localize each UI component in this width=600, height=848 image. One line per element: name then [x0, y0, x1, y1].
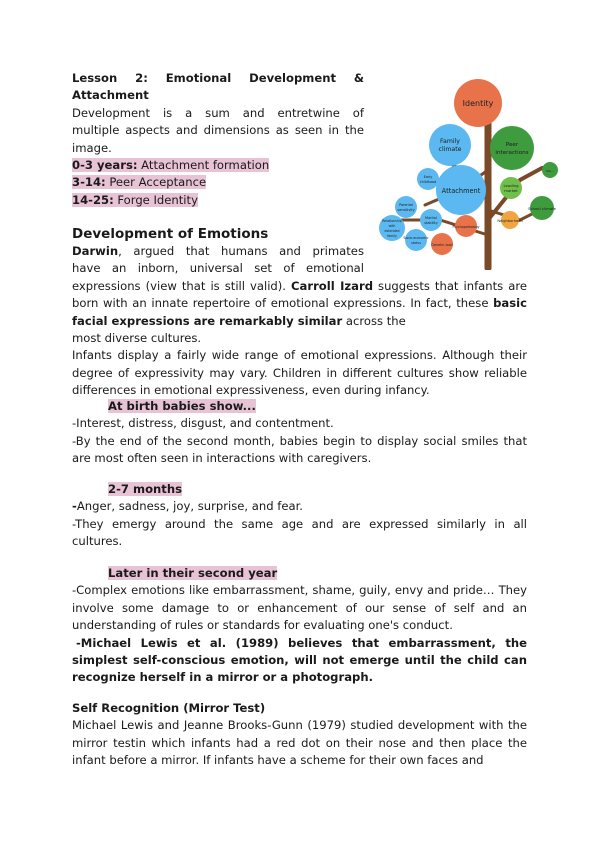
infants-paragraph: Infants display a fairly wide range of emotional expressions. Although their degree of expressivity may vary. Children in different cultures show reliable differences in emotional expressiveness, even during infancy. — [72, 348, 527, 398]
at-birth-item: -Interest, distress, disgust, and contentment. — [72, 416, 334, 431]
izard-paragraph: expressions (view that is still valid). Carroll Izard suggests that infants are born with an innate repertoire of emotional expressions. In fact, these basic facial expressions are remarkably similar across the — [72, 278, 527, 328]
svg-text:Marital: Marital — [425, 216, 437, 220]
svg-text:family: family — [387, 234, 397, 238]
tree-node — [395, 196, 417, 218]
svg-text:Socio-economic: Socio-economic — [403, 236, 429, 240]
at-birth-item: -By the end of the second month, babies begin to display social smiles that are most often seen in interactions with caregivers. — [72, 433, 527, 466]
tree-node — [436, 165, 486, 215]
stage-item: 14-25: Forge Identity — [72, 192, 198, 207]
tree-node — [500, 177, 522, 199]
at-birth-heading: At birth babies show... — [108, 399, 256, 413]
svg-text:Attachment: Attachment — [441, 187, 481, 195]
darwin-line-2: have an inborn, universal set of emotional — [72, 261, 364, 276]
lesson-title-line2: Attachment — [72, 88, 149, 103]
stage-item: 0-3 years: Attachment formation — [72, 158, 270, 173]
tree-node — [429, 124, 471, 166]
intro-line-1: Development is a sum and entretwine of — [72, 105, 364, 120]
svg-text:climate: climate — [438, 146, 462, 153]
svg-text:market: market — [504, 188, 518, 193]
most-cultures-line: most diverse cultures. — [72, 331, 202, 346]
tree-node — [417, 168, 439, 190]
intro-line-2: multiple aspects and dimensions as seen in the — [72, 123, 364, 138]
svg-text:Sib...: Sib... — [546, 169, 554, 173]
development-section — [72, 225, 527, 400]
lesson-header — [72, 70, 364, 209]
two-seven-item: -They emergy around the same age and are expressed similarly in all cultures. — [72, 516, 527, 549]
svg-text:Neighborhood: Neighborhood — [497, 219, 523, 223]
svg-text:sensitivity: sensitivity — [397, 208, 415, 212]
svg-text:Psychopathology: Psychopathology — [452, 225, 480, 229]
second-year-heading: Later in their second year — [108, 566, 278, 580]
intro-last: image. — [72, 140, 112, 155]
svg-text:childhood: childhood — [419, 180, 437, 184]
svg-text:Relationship: Relationship — [382, 219, 402, 223]
lesson-title-line1: Lesson 2: Emotional Development & — [72, 71, 364, 85]
two-seven-heading: 2-7 months — [108, 482, 182, 496]
svg-text:stability: stability — [424, 221, 438, 225]
svg-text:status: status — [411, 241, 421, 245]
svg-text:Identity: Identity — [462, 99, 494, 108]
svg-text:extended: extended — [384, 229, 400, 233]
svg-text:Leading: Leading — [503, 183, 519, 188]
lewis-paragraph: -Michael Lewis et al. (1989) believes that embarrassment, the simplest self-conscious emotion, will not emerge until the child can recognize herself in a mirror or a photograph. — [72, 635, 527, 685]
darwin-line-1: Darwin, argued that humans and primates — [72, 244, 364, 258]
svg-text:Genetic load: Genetic load — [431, 243, 453, 247]
complex-emotions-paragraph: -Complex emotions like embarrassment, shame, guily, envy and pride… They involve some damage to or enhancement of our sense of self and an understanding of rules or standards for evaluating one's conduct. — [72, 583, 527, 633]
tree-node — [490, 126, 534, 170]
two-seven-item: -Anger, sadness, joy, surprise, and fear. — [72, 499, 303, 514]
svg-text:Early: Early — [423, 175, 433, 179]
section-heading-development: Development of Emotions — [72, 226, 269, 242]
svg-text:interactions: interactions — [495, 150, 529, 156]
svg-text:with: with — [388, 224, 396, 228]
svg-text:Peer: Peer — [505, 142, 519, 148]
stage-item: 3-14: Peer Acceptance — [72, 175, 207, 190]
tree-node — [528, 196, 557, 220]
svg-text:Family: Family — [440, 138, 460, 145]
mirror-test-section — [72, 700, 527, 770]
stage-list — [72, 157, 364, 209]
second-year-section — [72, 565, 527, 687]
mirror-test-paragraph: Michael Lewis and Jeanne Brooks-Gunn (1979) studied development with the mirror testin which infants had a red dot on their nose and then place the infant before a mirror. If infants have a scheme for their own faces and — [72, 718, 527, 768]
at-birth-section — [72, 398, 527, 468]
tree-node — [542, 162, 558, 178]
svg-text:School climate: School climate — [528, 206, 556, 211]
tree-node — [454, 79, 502, 127]
two-seven-months-section — [72, 481, 527, 551]
svg-text:Parental: Parental — [399, 203, 413, 207]
mirror-test-heading: Self Recognition (Mirror Test) — [72, 701, 266, 715]
